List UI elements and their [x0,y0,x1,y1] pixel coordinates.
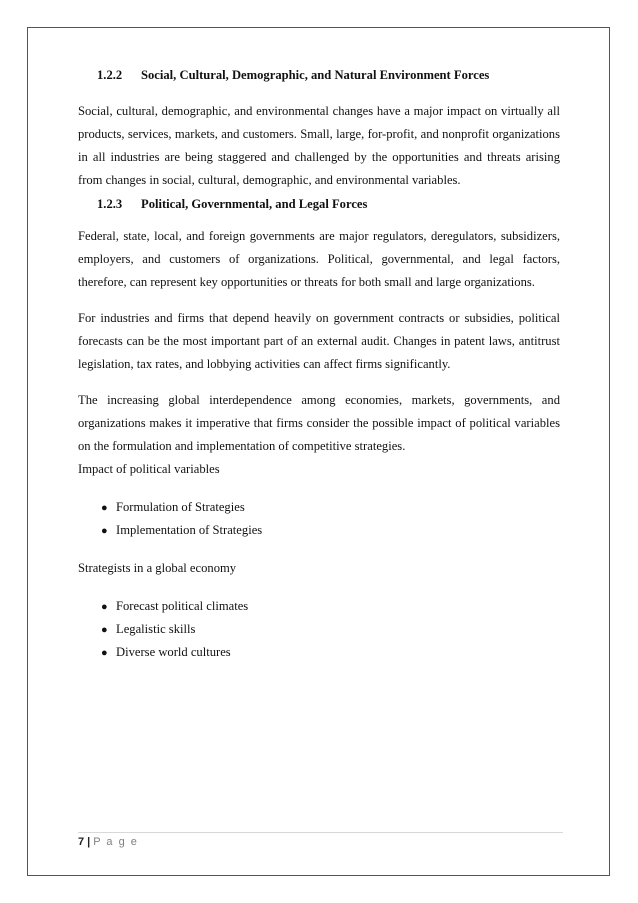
page-label: P a g e [93,836,139,848]
list-item: ● Formulation of Strategies [101,496,560,519]
bullet-list-strategists [78,595,560,664]
list-item: ● Diverse world cultures [101,641,560,664]
paragraph: Social, cultural, demographic, and environmental changes have a major impact on virtually all products, services, markets, and customers. Small, large, for-profit, and nonprofit organizations in all industries are being staggered and challenged by the opportunities and threats arising from changes in social, cultural, demographic, and environmental variables. [78,104,560,187]
bullet-icon: ● [101,647,108,659]
list-item: ● Implementation of Strategies [101,519,560,542]
page-footer [78,836,138,848]
section-title: Social, Cultural, Demographic, and Natural Environment Forces [141,68,490,82]
list-item: ● Legalistic skills [101,618,560,641]
bullet-icon: ● [101,601,108,613]
page-number: 7 [78,836,85,848]
section-number: 1.2.2 [97,68,123,82]
section-heading-1-2-2 [97,64,560,87]
list-item: ● Forecast political climates [101,595,560,618]
list-label: Impact of political variables [78,462,220,476]
section-heading-1-2-3 [97,193,560,216]
footer-divider [78,832,563,833]
footer-separator: | [87,836,91,848]
document-body [78,64,560,664]
section-number: 1.2.3 [97,197,123,211]
list-label: Strategists in a global economy [78,561,237,575]
bullet-icon: ● [101,525,108,537]
bullet-icon: ● [101,502,108,514]
section-title: Political, Governmental, and Legal Forces [141,197,368,211]
paragraph: Federal, state, local, and foreign governments are major regulators, deregulators, subsidizers, employers, and customers of organizations. Political, governmental, and legal factors, therefore, can represent key opportunities or threats for both small and large organizations. [78,229,560,289]
bullet-icon: ● [101,624,108,636]
paragraph: The increasing global interdependence among economies, markets, governments, and organizations makes it imperative that firms consider the possible impact of political variables on the formulation and implementation of competitive strategies. [78,393,560,453]
paragraph: For industries and firms that depend heavily on government contracts or subsidies, political forecasts can be the most important part of an external audit. Changes in patent laws, antitrust legislation, tax rates, and lobbying activities can affect firms significantly. [78,311,560,371]
bullet-list-impact [78,496,560,542]
